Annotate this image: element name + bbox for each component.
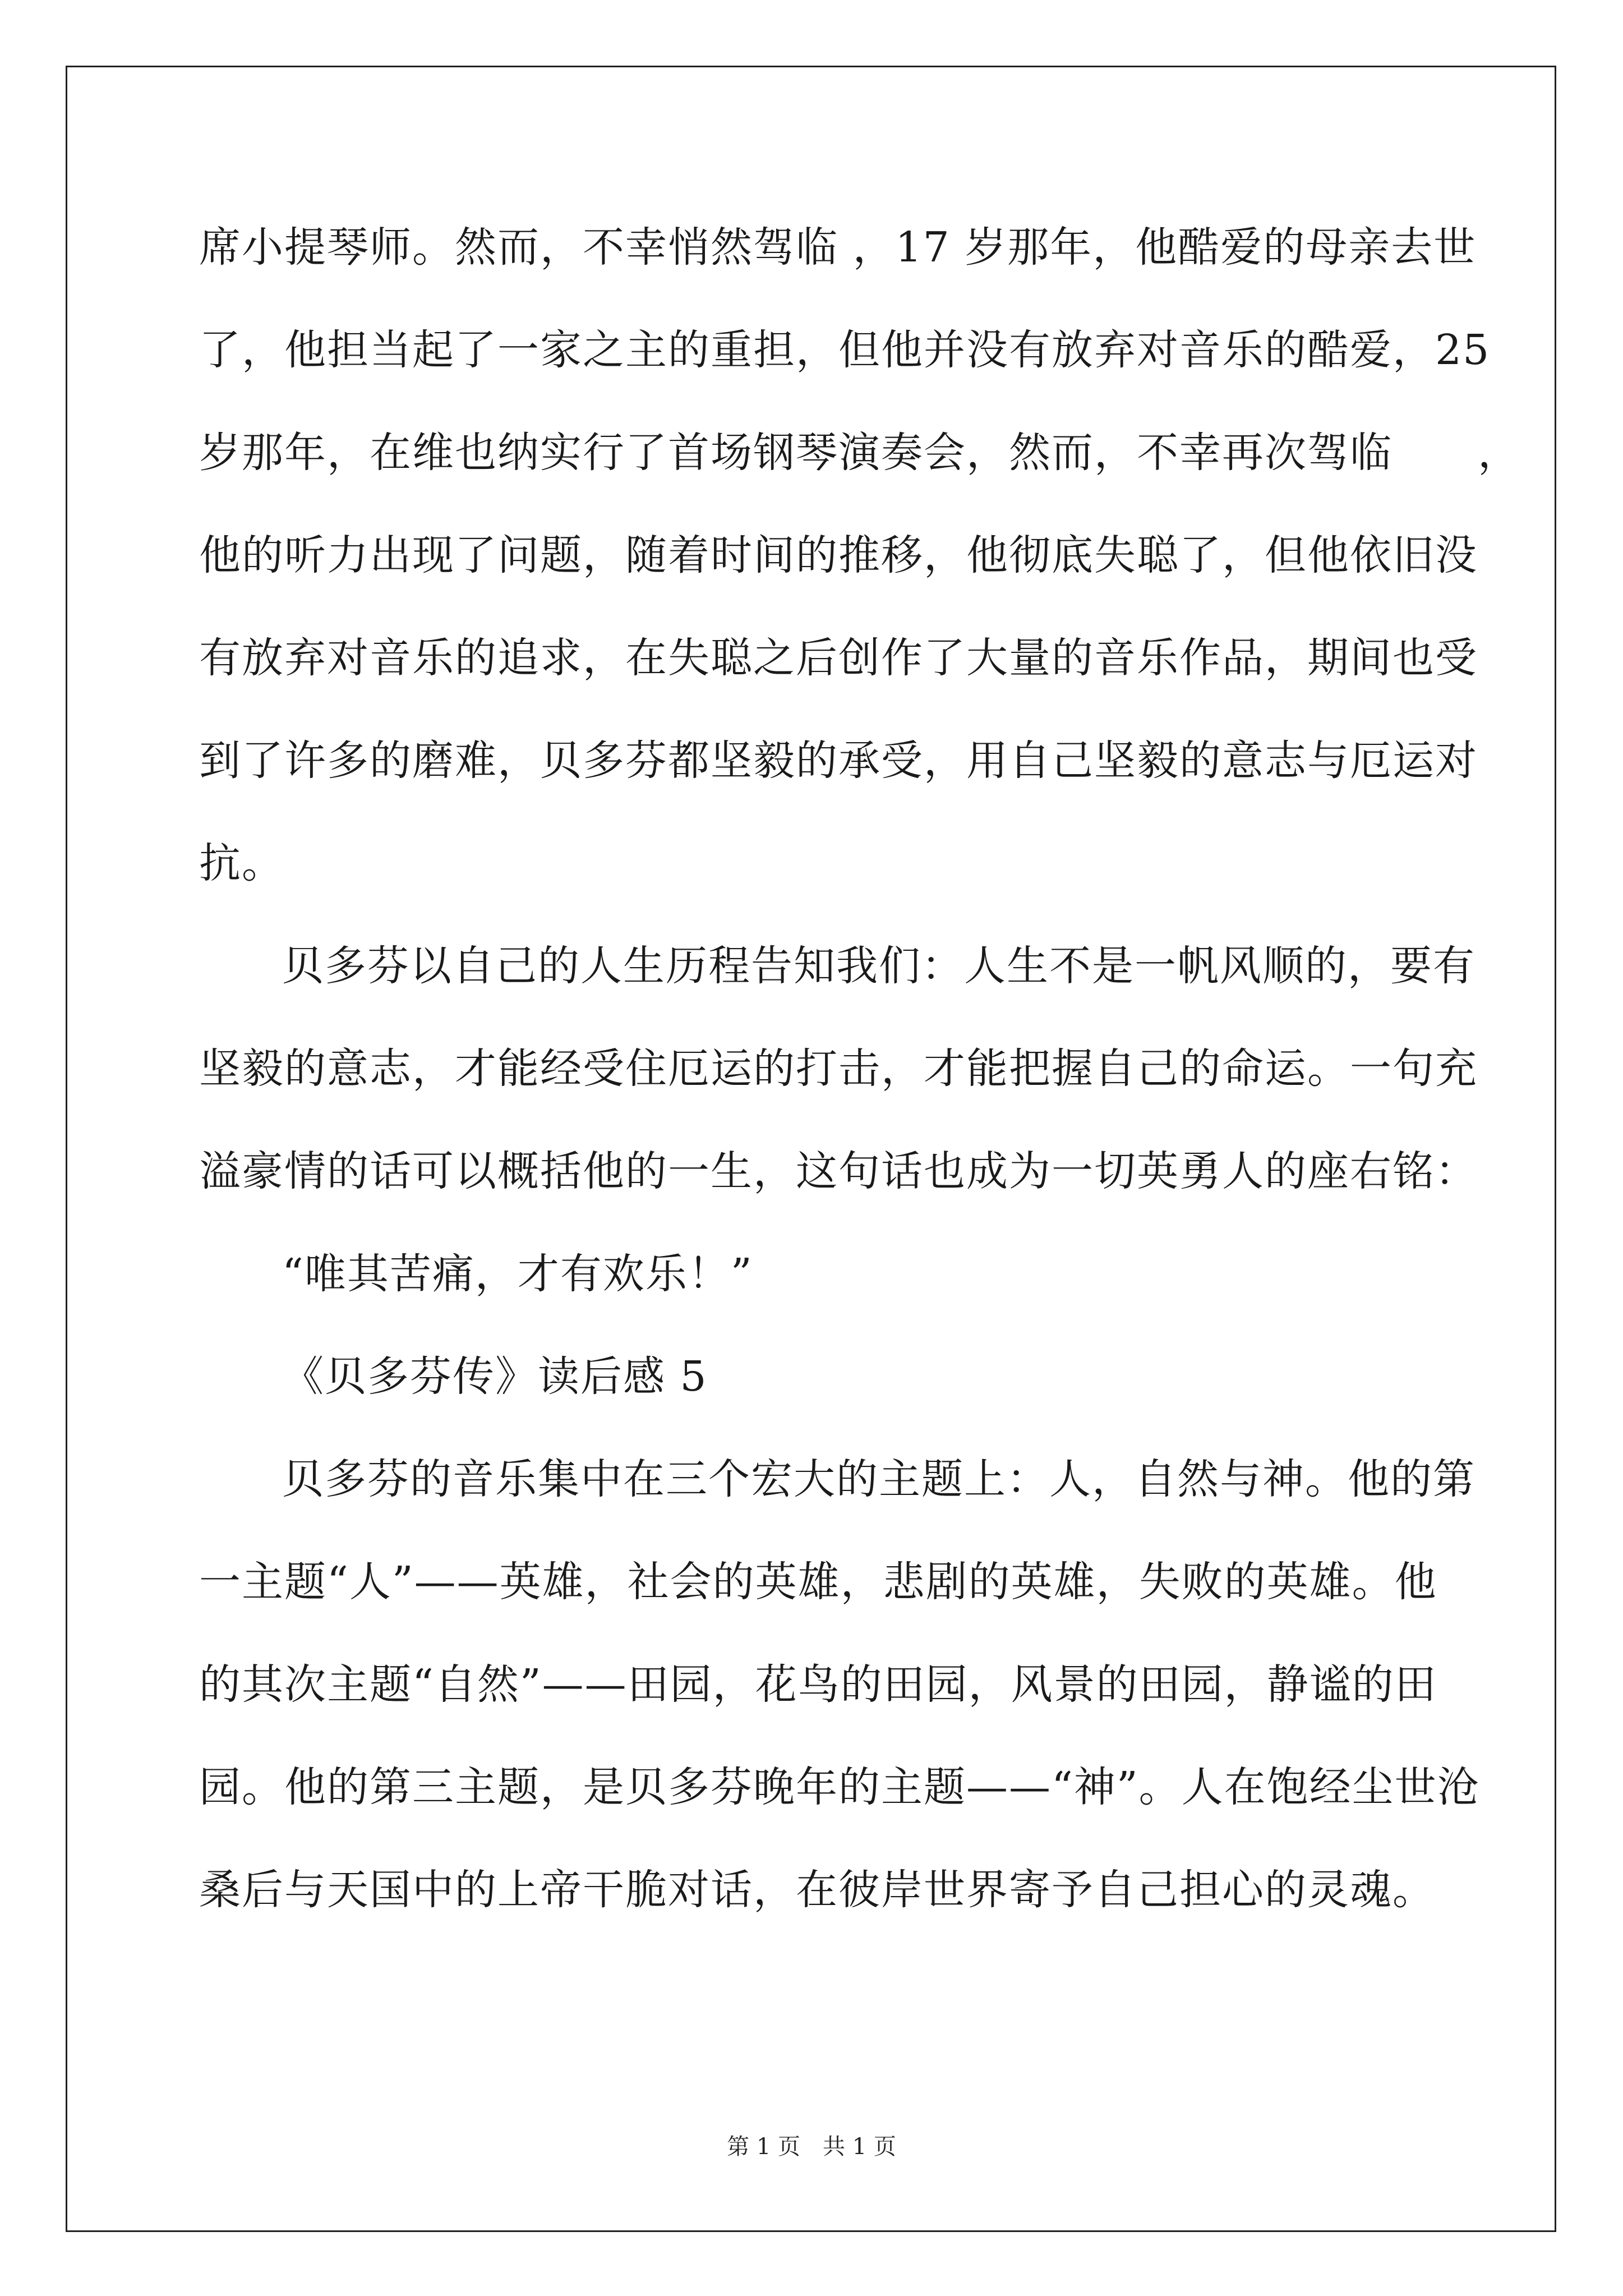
page-footer: 第 1 页 共 1 页	[727, 2134, 896, 2160]
body-line: 抗。	[199, 839, 284, 887]
body-line: 坚毅的意志，才能经受住厄运的打击，才能把握自己的命运。一句充	[199, 1045, 1478, 1093]
body-line: 有放弃对音乐的追求，在失聪之后创作了大量的音乐作品，期间也受	[199, 634, 1478, 682]
body-line: 桑后与天国中的上帝干脆对话，在彼岸世界寄予自己担心的灵魂。	[199, 1866, 1435, 1914]
body-line: 他的听力出现了问题，随着时间的推移，他彻底失聪了，但他依旧没	[199, 531, 1478, 579]
body-line: 园。他的第三主题，是贝多芬晚年的主题——“神”。人在饱经尘世沧	[199, 1763, 1480, 1811]
body-line: 到了许多的磨难，贝多芬都坚毅的承受，用自己坚毅的意志与厄运对	[199, 737, 1478, 785]
document-body	[199, 196, 1520, 1941]
body-line: 的其次主题“自然”——田园，花鸟的田园，风景的田园，静谧的田	[199, 1660, 1437, 1709]
paragraph-start-line: 贝多芬的音乐集中在三个宏大的主题上：人，自然与神。他的第	[282, 1455, 1476, 1503]
body-line: 一主题“人”——英雄，社会的英雄，悲剧的英雄，失败的英雄。他	[199, 1558, 1437, 1606]
body-line: 了，他担当起了一家之主的重担，但他并没有放弃对音乐的酷爱，25	[199, 326, 1491, 374]
body-line: 席小提琴师。然而，不幸悄然驾临 ，17 岁那年，他酷爱的母亲去世	[199, 223, 1477, 272]
section-heading: 《贝多芬传》读后感 5	[282, 1352, 708, 1401]
quote-line: “唯其苦痛，才有欢乐！”	[282, 1250, 753, 1298]
body-line: 溢豪情的话可以概括他的一生，这句话也成为一切英勇人的座右铭：	[199, 1147, 1478, 1195]
paragraph-start-line: 贝多芬以自己的人生历程告知我们：人生不是一帆风顺的，要有	[282, 942, 1476, 990]
body-line: 岁那年，在维也纳实行了首场钢琴演奏会，然而，不幸再次驾临 ，	[199, 429, 1520, 477]
